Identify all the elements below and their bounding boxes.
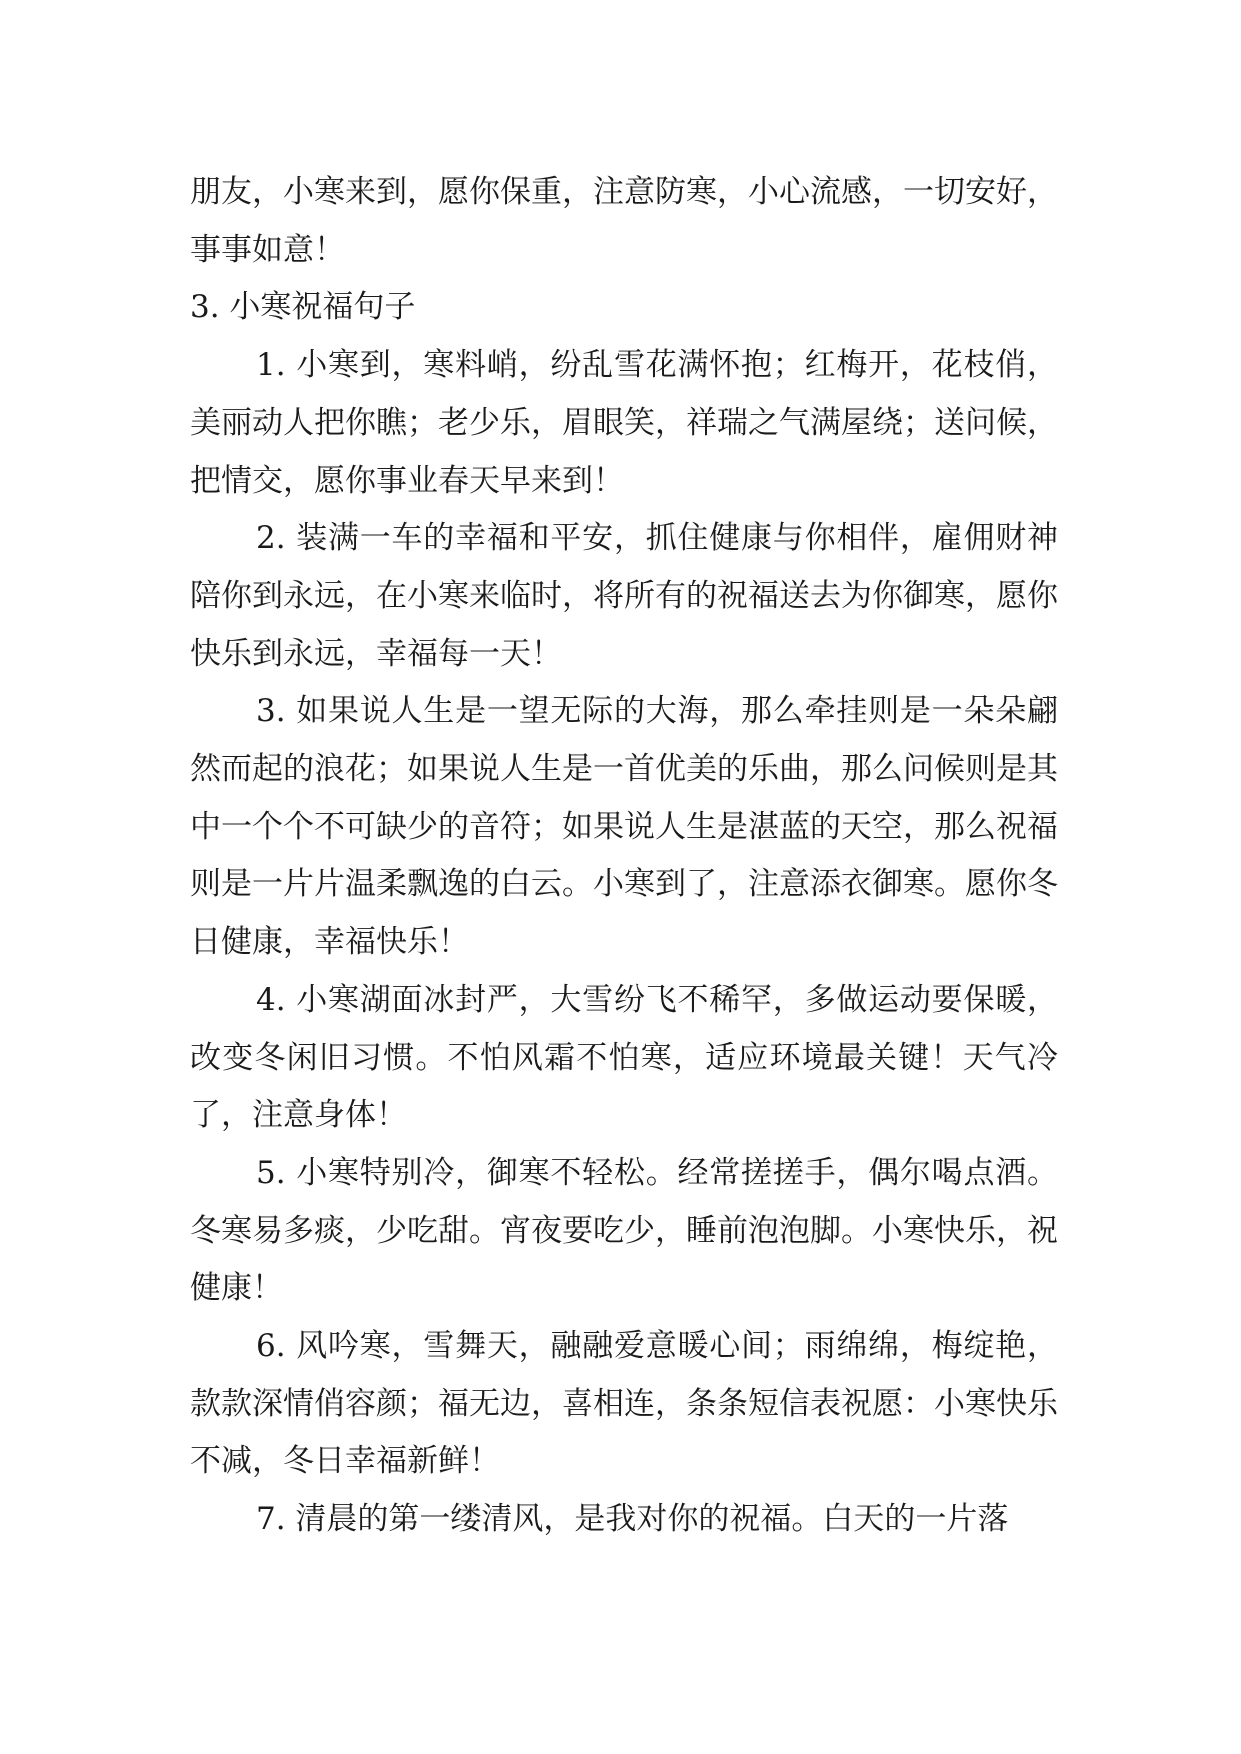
document-body — [190, 164, 1058, 1549]
intro-paragraph: 朋友，小寒来到，愿你保重，注意防寒，小心流感，一切安好，事事如意！ — [190, 174, 1058, 268]
wish-paragraph-7: 7. 清晨的第一缕清风，是我对你的祝福。白天的一片落 — [256, 1501, 1009, 1538]
wish-paragraph-1: 1. 小寒到，寒料峭，纷乱雪花满怀抱；红梅开，花枝俏，美丽动人把你瞧；老少乐，眉眼笑，祥瑞之气满屋绕；送问候，把情交，愿你事业春天早来到！ — [190, 347, 1058, 499]
wish-paragraph-4: 4. 小寒湖面冰封严，大雪纷飞不稀罕，多做运动要保暖，改变冬闲旧习惯。不怕风霜不怕寒，适应环境最关键！天气冷了，注意身体！ — [190, 981, 1058, 1134]
wish-paragraph-2: 2. 装满一车的幸福和平安，抓住健康与你相伴，雇佣财神陪你到永远，在小寒来临时，将所有的祝福送去为你御寒，愿你快乐到永远，幸福每一天！ — [190, 520, 1058, 672]
wish-paragraph-3: 3. 如果说人生是一望无际的大海，那么牵挂则是一朵朵翩然而起的浪花；如果说人生是一首优美的乐曲，那么问候则是其中一个个不可缺少的音符；如果说人生是湛蓝的天空，那么祝福则是一片片温柔飘逸的白云。小寒到了，注意添衣御寒。愿你冬日健康，幸福快乐！ — [190, 693, 1058, 961]
section-heading: 3. 小寒祝福句子 — [190, 289, 416, 326]
wish-paragraph-6: 6. 风吟寒，雪舞天，融融爱意暖心间；雨绵绵，梅绽艳，款款深情俏容颜；福无边，喜相连，条条短信表祝愿：小寒快乐不减，冬日幸福新鲜！ — [190, 1328, 1058, 1480]
wish-paragraph-5: 5. 小寒特别冷，御寒不轻松。经常搓搓手，偶尔喝点酒。冬寒易多痰，少吃甜。宵夜要吃少，睡前泡泡脚。小寒快乐，祝健康！ — [190, 1154, 1058, 1307]
